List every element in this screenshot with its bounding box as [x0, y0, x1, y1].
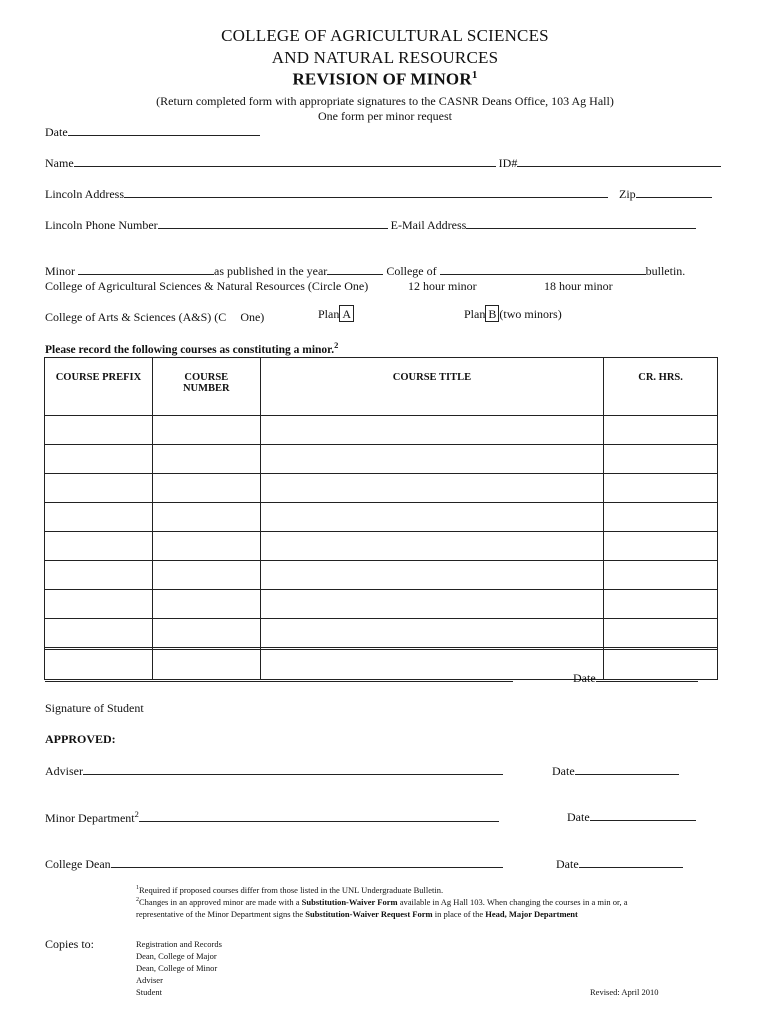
- adviser-date-row: [552, 763, 679, 779]
- course-prefix-cell[interactable]: [45, 561, 153, 590]
- college-dean-label: College Dean: [45, 857, 111, 871]
- form-title-text: REVISION OF MINOR: [292, 69, 472, 89]
- course-title-cell[interactable]: [260, 590, 603, 619]
- course-prefix-cell[interactable]: [45, 619, 153, 648]
- return-instruction: (Return completed form with appropriate signatures to the CASNR Deans Office, 103 Ag Hall): [156, 94, 614, 108]
- course-title-cell[interactable]: [260, 561, 603, 590]
- signature-of-student-label: Signature of Student: [45, 701, 144, 715]
- student-date-row: [573, 670, 698, 686]
- course-number-cell[interactable]: [152, 474, 260, 503]
- course-title-cell[interactable]: [260, 416, 603, 445]
- as-line: [45, 310, 264, 325]
- course-number-cell[interactable]: [152, 503, 260, 532]
- footnote-2-line2: [136, 909, 578, 919]
- course-prefix-cell[interactable]: [45, 416, 153, 445]
- adviser-signature-field[interactable]: [83, 763, 503, 775]
- course-number-cell[interactable]: [152, 590, 260, 619]
- year-field[interactable]: [327, 263, 383, 275]
- minor-field[interactable]: [78, 263, 214, 275]
- college-dean-row: [45, 856, 503, 872]
- course-title-cell[interactable]: [260, 474, 603, 503]
- title-footnote-mark: 1: [471, 69, 478, 81]
- phone-label: Lincoln Phone Number: [45, 218, 158, 232]
- phone-row: [45, 217, 696, 233]
- credit-hours-cell[interactable]: [604, 590, 718, 619]
- footnote-2-part4: in place of the: [434, 909, 484, 919]
- footnote-2-part1: Changes in an approved minor are made with a: [139, 897, 300, 907]
- college-dean-signature-field[interactable]: [111, 856, 503, 868]
- adviser-date-field[interactable]: [575, 763, 679, 775]
- course-number-cell[interactable]: [152, 445, 260, 474]
- college-of-field[interactable]: [440, 263, 646, 275]
- course-title-cell[interactable]: [260, 503, 603, 532]
- footnote-2-bold1: Substitution-Waiver Form: [301, 897, 398, 907]
- footnote-2-mark: 2: [136, 897, 139, 904]
- plan-b-box[interactable]: B: [485, 305, 499, 322]
- date-field[interactable]: [68, 124, 260, 136]
- id-label: ID#: [498, 156, 518, 170]
- col-course-number: COURSE NUMBER: [152, 358, 260, 416]
- college-name-line2: AND NATURAL RESOURCES: [271, 48, 499, 67]
- table-row: [45, 532, 718, 561]
- as-line-prefix: College of Arts & Sciences (A&S) (C: [45, 310, 227, 324]
- copies-recipient: Dean, College of Major: [136, 951, 217, 961]
- footnote-1: [136, 885, 443, 895]
- plan-a-option[interactable]: [318, 307, 354, 322]
- adviser-label: Adviser: [45, 764, 83, 778]
- minor-dept-footnote: 2: [134, 809, 139, 819]
- zip-label: Zip: [619, 187, 636, 201]
- adviser-row: [45, 763, 503, 779]
- footnote-2-part3: representative of the Minor Department signs the: [136, 909, 304, 919]
- college-dean-date-field[interactable]: [579, 856, 683, 868]
- minor-dept-date-field[interactable]: [590, 809, 696, 821]
- name-label: Name: [45, 156, 74, 170]
- course-number-cell[interactable]: [152, 416, 260, 445]
- date-label: Date: [45, 125, 68, 139]
- copies-recipient: Dean, College of Minor: [136, 963, 218, 973]
- table-row: [45, 416, 718, 445]
- minor-dept-label: Minor Department: [45, 811, 135, 825]
- col-course-title: COURSE TITLE: [260, 358, 603, 416]
- one-form-note: One form per minor request: [318, 109, 452, 123]
- credit-hours-cell[interactable]: [604, 416, 718, 445]
- courses-table: [44, 357, 718, 680]
- college-dean-date-label: Date: [556, 857, 579, 871]
- college-name-line1: COLLEGE OF AGRICULTURAL SCIENCES: [221, 26, 549, 45]
- minor-dept-date-label: Date: [567, 810, 590, 824]
- as-line-suffix: One): [240, 310, 265, 324]
- table-row: [45, 445, 718, 474]
- plan-a-box[interactable]: A: [339, 305, 354, 322]
- minor-label: Minor: [45, 264, 75, 278]
- address-row: [45, 186, 712, 202]
- footnote-2-bold2: Substitution-Waiver Request Form: [305, 909, 433, 919]
- course-prefix-cell[interactable]: [45, 474, 153, 503]
- course-number-cell[interactable]: [152, 619, 260, 648]
- courses-heading-footnote: 2: [334, 340, 339, 350]
- table-row: [45, 503, 718, 532]
- minor-dept-row: [45, 809, 499, 826]
- copies-recipient: Adviser: [136, 975, 163, 985]
- copies-label: Copies to:: [45, 937, 95, 951]
- course-number-cell[interactable]: [152, 532, 260, 561]
- form-title: [0, 69, 770, 90]
- adviser-date-label: Date: [552, 764, 575, 778]
- casnr-line: College of Agricultural Sciences & Natural Resources (Circle One): [45, 279, 369, 293]
- courses-heading-text: Please record the following courses as constituting a minor.: [45, 343, 335, 356]
- email-field[interactable]: [466, 217, 696, 229]
- minor-row: [45, 263, 685, 279]
- footnote-2-line1: [136, 897, 627, 907]
- student-signature-field[interactable]: [45, 670, 513, 682]
- col-course-prefix: COURSE PREFIX: [45, 358, 153, 416]
- zip-field[interactable]: [636, 186, 712, 198]
- credit-hours-cell[interactable]: [604, 474, 718, 503]
- lincoln-address-field[interactable]: [124, 186, 608, 198]
- email-label: E-Mail Address: [390, 218, 467, 232]
- option-18-hour[interactable]: 18 hour minor: [544, 279, 613, 293]
- lincoln-address-label: Lincoln Address: [45, 187, 124, 201]
- footnote-2-part2: available in Ag Hall 103. When changing the courses in a min or, a: [399, 897, 628, 907]
- course-title-cell[interactable]: [260, 619, 603, 648]
- plan-b-option[interactable]: [464, 307, 562, 322]
- footnote-2-bold3: Head, Major Department: [485, 909, 578, 919]
- course-prefix-cell[interactable]: [45, 532, 153, 561]
- footnote-1-text: Required if proposed courses differ from those listed in the UNL Undergraduate Bulletin.: [139, 885, 444, 895]
- published-text: as published in the year: [214, 264, 328, 278]
- course-number-cell[interactable]: [152, 561, 260, 590]
- plan-b-label: Plan: [464, 307, 486, 321]
- table-row: [45, 590, 718, 619]
- courses-header-row: [45, 358, 718, 416]
- table-row: [45, 619, 718, 648]
- course-prefix-cell[interactable]: [45, 590, 153, 619]
- bulletin-text: bulletin.: [645, 264, 686, 278]
- approved-label: APPROVED:: [45, 732, 116, 746]
- courses-heading: [45, 340, 338, 356]
- college-of-label: College of: [386, 264, 437, 278]
- minor-dept-signature-field[interactable]: [139, 810, 499, 822]
- option-12-hour[interactable]: 12 hour minor: [408, 279, 477, 293]
- name-field[interactable]: [74, 155, 496, 167]
- credit-hours-cell[interactable]: [604, 503, 718, 532]
- student-date-field[interactable]: [596, 670, 698, 682]
- col-credit-hours: CR. HRS.: [604, 358, 718, 416]
- credit-hours-cell[interactable]: [604, 445, 718, 474]
- student-date-label: Date: [573, 671, 596, 685]
- college-dean-date-row: [556, 856, 683, 872]
- name-row: [45, 155, 721, 171]
- copies-recipient: Registration and Records: [136, 939, 222, 949]
- credit-hours-cell[interactable]: [604, 532, 718, 561]
- course-title-cell[interactable]: [260, 445, 603, 474]
- plan-b-note: (two minors): [499, 307, 562, 321]
- date-row: [45, 124, 260, 140]
- plan-a-label: Plan: [318, 307, 340, 321]
- course-title-cell[interactable]: [260, 532, 603, 561]
- course-prefix-cell[interactable]: [45, 503, 153, 532]
- id-field[interactable]: [517, 155, 721, 167]
- phone-field[interactable]: [158, 217, 388, 229]
- table-row: [45, 561, 718, 590]
- footnote-1-mark: 1: [136, 885, 139, 892]
- credit-hours-cell[interactable]: [604, 619, 718, 648]
- table-row: [45, 474, 718, 503]
- course-prefix-cell[interactable]: [45, 445, 153, 474]
- minor-dept-date-row: [567, 809, 696, 825]
- student-signature-line[interactable]: [45, 670, 513, 686]
- revised-date: Revised: April 2010: [590, 987, 659, 997]
- copies-recipient: Student: [136, 987, 162, 997]
- credit-hours-cell[interactable]: [604, 561, 718, 590]
